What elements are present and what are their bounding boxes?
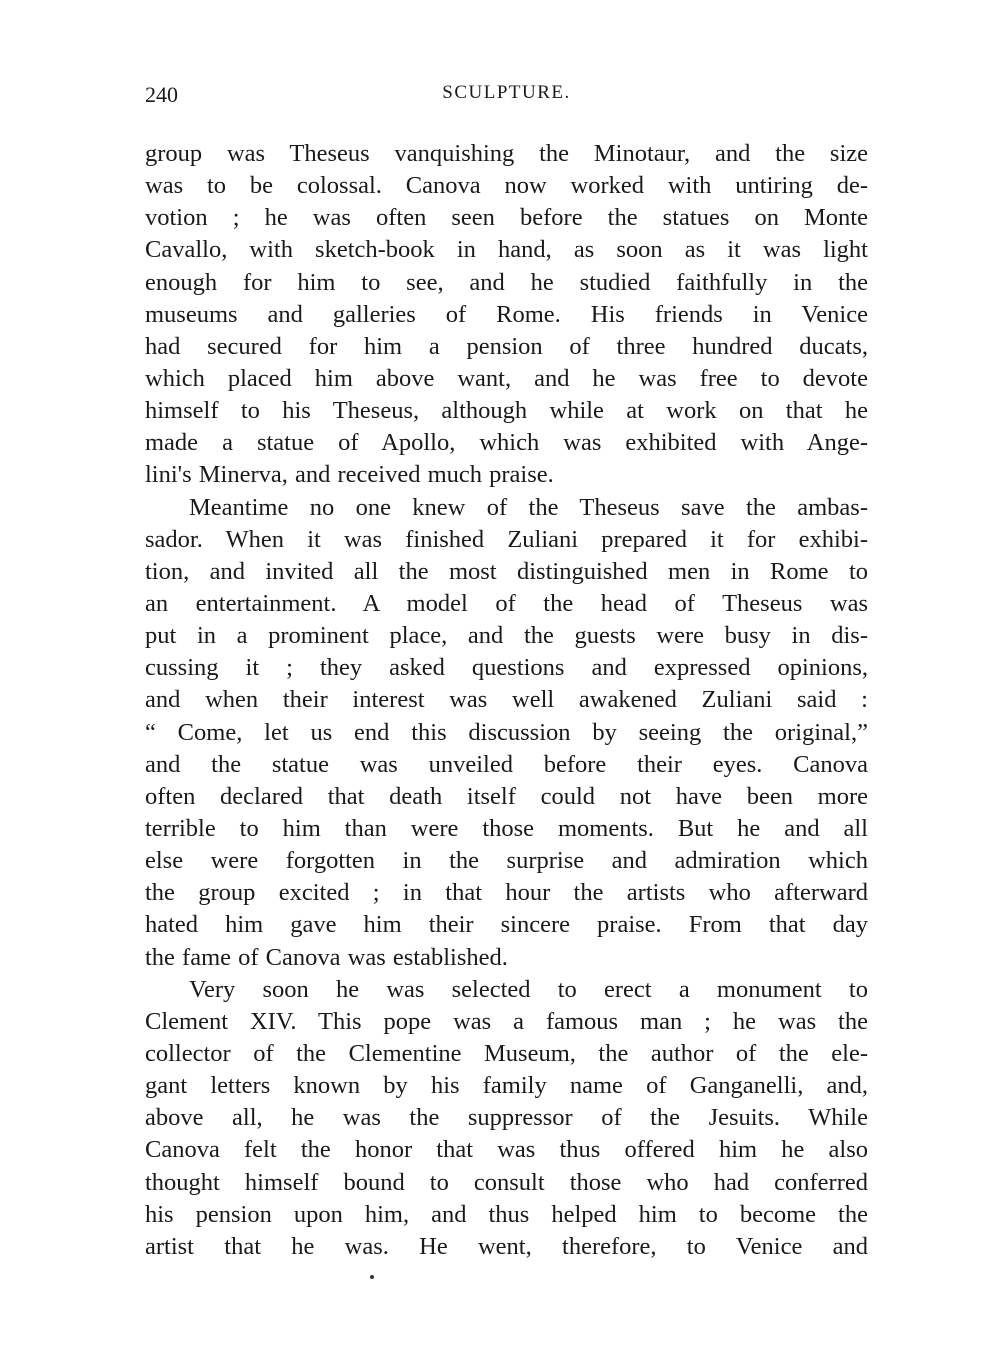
text-line: the fame of Canova was established.: [145, 943, 508, 971]
text-line: hated him gave him their sincere praise. From that day: [145, 911, 868, 939]
text-line: often declared that death itself could not have been more: [145, 782, 868, 810]
text-line: lini's Minerva, and received much praise.: [145, 461, 554, 489]
page-header: [145, 82, 868, 112]
text-line: enough for him to see, and he studied faithfully in the: [145, 268, 868, 296]
text-line: else were forgotten in the surprise and admiration which: [145, 847, 868, 875]
text-line: Clement XIV. This pope was a famous man ; he was the: [145, 1007, 868, 1035]
text-line: “ Come, let us end this discussion by seeing the original,”: [145, 718, 868, 746]
text-line: sador. When it was finished Zuliani prepared it for exhibi-: [145, 525, 868, 553]
text-line: votion ; he was often seen before the statues on Monte: [145, 204, 868, 232]
page-body-text: [145, 138, 868, 1263]
page-number: 240: [145, 82, 178, 107]
text-line: his pension upon him, and thus helped him to become the: [145, 1200, 868, 1228]
text-line: thought himself bound to consult those who had conferred: [145, 1168, 868, 1196]
running-title: SCULPTURE.: [442, 82, 571, 103]
text-line: terrible to him than were those moments. But he and all: [145, 814, 868, 842]
text-line: group was Theseus vanquishing the Minotaur, and the size: [145, 140, 868, 167]
scan-speck: [370, 1275, 374, 1279]
text-line: gant letters known by his family name of Ganganelli, and,: [145, 1072, 868, 1100]
text-line: had secured for him a pension of three hundred ducats,: [145, 332, 868, 360]
text-line: Canova felt the honor that was thus offered him he also: [145, 1136, 868, 1164]
text-line: made a statue of Apollo, which was exhibited with Ange-: [145, 429, 868, 457]
text-line: himself to his Theseus, although while at work on that he: [145, 397, 868, 425]
text-line: an entertainment. A model of the head of Theseus was: [145, 589, 868, 617]
text-line: Meantime no one knew of the Theseus save the ambas-: [189, 493, 868, 521]
text-line: put in a prominent place, and the guests were busy in dis-: [145, 622, 868, 650]
text-line: Cavallo, with sketch-book in hand, as soon as it was light: [145, 236, 868, 264]
text-line: cussing it ; they asked questions and expressed opinions,: [145, 654, 868, 682]
text-line: artist that he was. He went, therefore, to Venice and: [145, 1232, 868, 1260]
text-line: the group excited ; in that hour the artists who afterward: [145, 879, 868, 907]
text-line: which placed him above want, and he was free to devote: [145, 364, 868, 392]
text-line: and when their interest was well awakened Zuliani said :: [145, 686, 868, 714]
text-line: tion, and invited all the most distinguished men in Rome to: [145, 557, 868, 585]
text-line: Very soon he was selected to erect a monument to: [189, 975, 868, 1003]
text-line: and the statue was unveiled before their eyes. Canova: [145, 750, 868, 778]
text-line: above all, he was the suppressor of the Jesuits. While: [145, 1104, 868, 1132]
text-line: museums and galleries of Rome. His friends in Venice: [145, 300, 868, 328]
text-line: collector of the Clementine Museum, the author of the ele-: [145, 1039, 868, 1067]
text-line: was to be colossal. Canova now worked with untiring de-: [145, 172, 868, 200]
